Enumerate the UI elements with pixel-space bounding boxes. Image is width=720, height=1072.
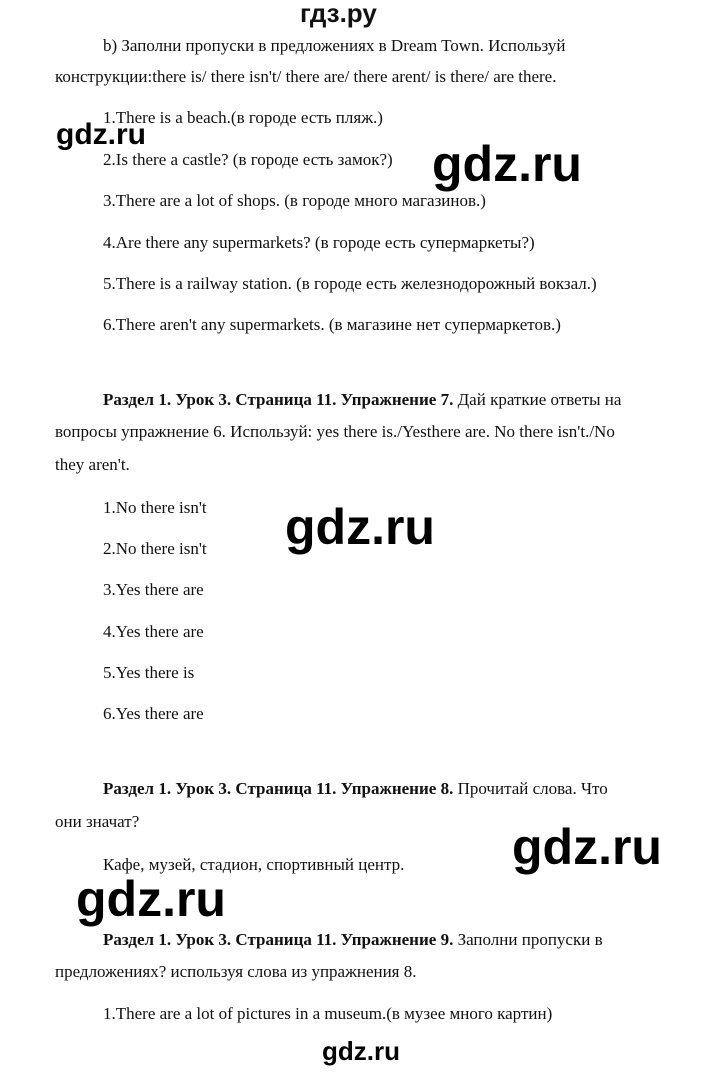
list-item: 4.Are there any supermarkets? (в городе есть супермаркеты?)	[103, 233, 535, 252]
list-item: 5.There is a railway station. (в городе есть железнодорожный вокзал.)	[103, 274, 597, 293]
watermark-logo: gdz.ru	[285, 499, 435, 555]
exercise-8-paragraph-line1	[103, 779, 608, 799]
list-item: 1.There is a beach.(в городе есть пляж.)	[103, 108, 383, 127]
watermark-logo: gdz.ru	[76, 871, 226, 927]
exercise-7-paragraph-line1	[103, 390, 621, 410]
list-item: 6.There aren't any supermarkets. (в магазине нет супермаркетов.)	[103, 315, 561, 334]
list-item: 2.Is there a castle? (в городе есть замок?)	[103, 150, 393, 169]
exercise-8-paragraph-line2: они значат?	[55, 812, 140, 831]
exercise-9-heading: Раздел 1. Урок 3. Страница 11. Упражнение 9.	[103, 930, 454, 949]
exercise-8-text: Прочитай слова. Что	[453, 779, 608, 798]
answer-item: 3.Yes there are	[103, 580, 204, 599]
watermark-logo: gdz.ru	[512, 819, 662, 875]
exercise-7-paragraph-line2: вопросы упражнение 6. Используй: yes there is./Yesthere are. No there isn't./No	[55, 422, 615, 441]
site-header: гдз.ру	[300, 0, 377, 28]
exercise-7-text: Дай краткие ответы на	[453, 390, 622, 409]
exercise-8-words: Кафе, музей, стадион, спортивный центр.	[103, 855, 405, 874]
answer-item: 2.No there isn't	[103, 539, 207, 558]
exercise-7-paragraph-line3: they aren't.	[55, 455, 130, 474]
answer-item: 1.No there isn't	[103, 498, 207, 517]
section-b-intro-line1: b) Заполни пропуски в предложениях в Dream Town. Используй	[103, 36, 566, 55]
list-item: 3.There are a lot of shops. (в городе много магазинов.)	[103, 191, 486, 210]
exercise-9-paragraph-line1	[103, 930, 603, 950]
section-b-intro-line2: конструкции:there is/ there isn't/ there are/ there arent/ is there/ are there.	[55, 67, 557, 86]
answer-item: 5.Yes there is	[103, 663, 195, 682]
exercise-9-paragraph-line2: предложениях? используя слова из упражнения 8.	[55, 962, 417, 981]
watermark-logo: gdz.ru	[56, 118, 146, 151]
watermark-logo: gdz.ru	[322, 1036, 400, 1066]
exercise-9-text: Заполни пропуски в	[453, 930, 603, 949]
exercise-7-heading: Раздел 1. Урок 3. Страница 11. Упражнение 7.	[103, 390, 454, 409]
answer-item: 6.Yes there are	[103, 704, 204, 723]
exercise-9-item: 1.There are a lot of pictures in a museum.(в музее много картин)	[103, 1004, 553, 1023]
exercise-8-heading: Раздел 1. Урок 3. Страница 11. Упражнение 8.	[103, 779, 454, 798]
watermark-logo: gdz.ru	[432, 136, 582, 192]
answer-item: 4.Yes there are	[103, 622, 204, 641]
